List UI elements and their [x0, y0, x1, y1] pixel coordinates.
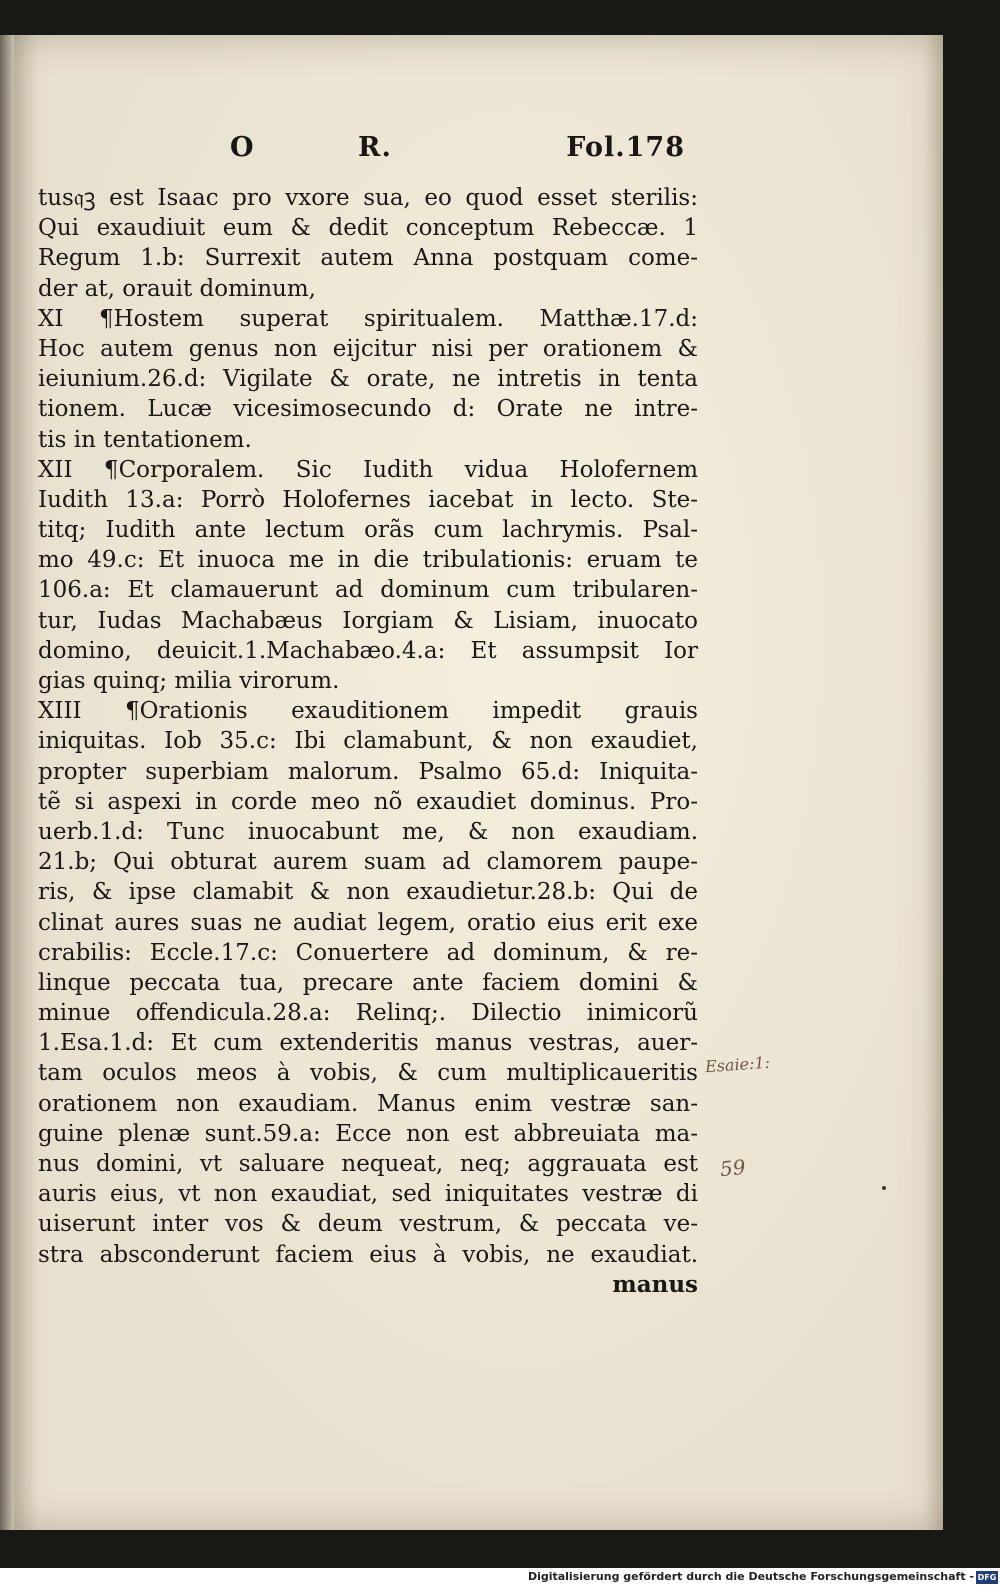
text-line: XIII ¶Orationis exauditionem impedit grauis	[38, 698, 698, 725]
text-line: Regum 1.b: Surrexit autem Anna postquam come-	[38, 245, 698, 272]
text-line: domino, deuicit.1.Machabæo.4.a: Et assumpsit Ior	[38, 637, 698, 664]
text-line: clinat aures suas ne audiat legem, oratio eius erit exe	[38, 909, 698, 936]
binding-gutter-shadow	[0, 35, 14, 1530]
text-line: Iudith 13.a: Porrò Holofernes iacebat in lecto. Ste-	[38, 486, 698, 513]
text-line: tis in tentationem.	[38, 426, 252, 453]
text-line: nus domini, vt saluare nequeat, neq; aggrauata est	[38, 1151, 698, 1177]
text-line: iniquitas. Iob 35.c: Ibi clamabunt, & non exaudiet,	[38, 728, 698, 755]
digitization-footer	[0, 1568, 1000, 1588]
catchword: manus	[612, 1270, 698, 1298]
text-line: linque peccata tua, precare ante faciem domini &	[38, 969, 698, 996]
text-line: tẽ si aspexi in corde meo nõ exaudiet dominus. Pro-	[38, 788, 698, 815]
running-head	[230, 128, 685, 168]
text-line: stra absconderunt faciem eius à vobis, ne exaudiat.	[38, 1241, 698, 1268]
text-line: auris eius, vt non exaudiat, sed iniquitates vestræ di	[38, 1181, 698, 1208]
dfg-logo: DFG	[977, 1573, 997, 1582]
text-line: XI ¶Hostem superat spiritualem. Matthæ.17.d:	[38, 305, 698, 332]
body-text	[38, 183, 698, 1300]
text-line: Hoc autem genus non eijcitur nisi per orationem &	[38, 335, 698, 362]
ink-dot-mark	[882, 1186, 886, 1190]
text-line: tam oculos meos à vobis, & cum multiplicaueritis	[38, 1060, 698, 1087]
running-head-left: O	[230, 132, 255, 163]
text-line: tus𝔮ꝫ est Isaac pro vxore sua, eo quod esset sterilis:	[38, 185, 698, 211]
text-line: ieiunium.26.d: Vigilate & orate, ne intretis in tenta	[38, 366, 698, 393]
funding-credit: Digitalisierung gefördert durch die Deutsche Forschungsgemeinschaft -	[527, 1570, 974, 1583]
text-line: der at, orauit dominum,	[38, 275, 316, 302]
text-line: 106.a: Et clamauerunt ad dominum cum tribularen-	[38, 577, 698, 604]
running-head-middle: R.	[358, 132, 392, 163]
text-line: 1.Esa.1.d: Et cum extenderitis manus vestras, auer-	[38, 1030, 698, 1057]
text-line: uerb.1.d: Tunc inuocabunt me, & non exaudiam.	[38, 818, 698, 845]
text-line: tur, Iudas Machabæus Iorgiam & Lisiam, inuocato	[38, 607, 698, 634]
text-line: orationem non exaudiam. Manus enim vestræ san-	[38, 1090, 698, 1117]
text-line: Qui exaudiuit eum & dedit conceptum Rebeccæ. 1	[38, 215, 698, 242]
marginal-note-59: 59	[718, 1154, 747, 1182]
text-line: titq; Iudith ante lectum orãs cum lachrymis. Psal-	[38, 517, 698, 544]
text-line: gias quinq; milia virorum.	[38, 668, 340, 694]
text-line: 21.b; Qui obturat aurem suam ad clamorem paupe-	[38, 849, 698, 876]
folio-number: Fol.178	[566, 132, 685, 163]
text-line: crabilis: Eccle.17.c: Conuertere ad dominum, & re-	[38, 939, 698, 966]
marginal-note-esaie: Esaie:1:	[704, 1052, 771, 1077]
text-line: propter superbiam malorum. Psalmo 65.d: Iniquita-	[38, 758, 698, 785]
text-line: tionem. Lucæ vicesimosecundo d: Orate ne intre-	[38, 396, 698, 423]
text-line: ris, & ipse clamabit & non exaudietur.28.b: Qui de	[38, 879, 698, 906]
text-line: minue offendicula.28.a: Relinq;. Dilectio inimicorũ	[38, 1000, 698, 1027]
text-line: mo 49.c: Et inuoca me in die tribulationis: eruam te	[38, 547, 698, 574]
text-line: uiserunt inter vos & deum vestrum, & peccata ve-	[38, 1211, 698, 1238]
text-line: XII ¶Corporalem. Sic Iudith vidua Holofernem	[38, 456, 698, 483]
text-line: guine plenæ sunt.59.a: Ecce non est abbreuiata ma-	[38, 1120, 698, 1147]
